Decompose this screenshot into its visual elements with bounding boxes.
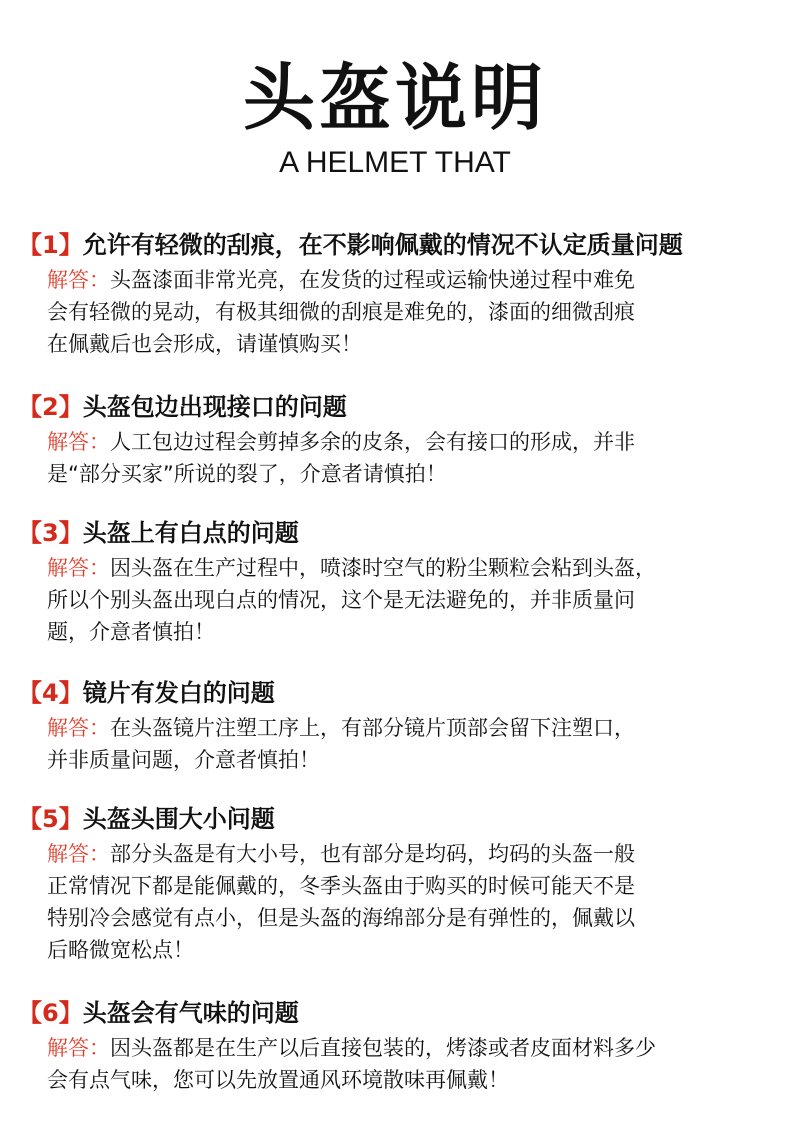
answer-prefix: 解答：	[47, 556, 110, 580]
faq-answer	[47, 426, 778, 490]
page-subtitle: A HELMET THAT	[279, 146, 511, 179]
answer-line: 并非质量问题，介意者慎拍！	[47, 748, 320, 772]
faq-item-5	[18, 802, 778, 966]
faq-number: 【1】	[18, 231, 83, 259]
faq-item-2	[18, 390, 778, 490]
answer-line: 会有点气味，您可以先放置通风环境散味再佩戴！	[47, 1068, 509, 1092]
faq-question-text: 头盔头围大小问题	[82, 805, 275, 833]
answer-line: 解答：因头盔在生产过程中，喷漆时空气的粉尘颗粒会粘到头盔，	[47, 556, 656, 580]
faq-question-text: 头盔上有白点的问题	[82, 519, 299, 547]
faq-item-6	[18, 996, 778, 1096]
faq-question	[18, 228, 778, 262]
faq-number: 【5】	[18, 805, 83, 833]
answer-line: 解答：因头盔都是在生产以后直接包装的，烤漆或者皮面材料多少	[47, 1036, 656, 1060]
faq-question-text: 头盔会有气味的问题	[82, 999, 299, 1027]
answer-line: 解答：头盔漆面非常光亮，在发货的过程或运输快递过程中难免	[47, 268, 635, 292]
faq-question	[18, 516, 778, 550]
answer-line: 会有轻微的晃动，有极其细微的刮痕是难免的，漆面的细微刮痕	[47, 300, 635, 324]
faq-question	[18, 996, 778, 1030]
answer-prefix: 解答：	[47, 268, 110, 292]
faq-answer	[47, 1032, 778, 1096]
faq-question-text: 镜片有发白的问题	[82, 679, 275, 707]
faq-item-3	[18, 516, 778, 648]
answer-line: 解答：人工包边过程会剪掉多余的皮条，会有接口的形成，并非	[47, 430, 635, 454]
answer-line: 在佩戴后也会形成，请谨慎购买！	[47, 332, 362, 356]
answer-prefix: 解答：	[47, 1036, 110, 1060]
faq-question	[18, 676, 778, 710]
faq-question-text: 头盔包边出现接口的问题	[82, 393, 347, 421]
answer-line: 解答：在头盔镜片注塑工序上，有部分镜片顶部会留下注塑口，	[47, 716, 635, 740]
faq-item-4	[18, 676, 778, 776]
faq-number: 【3】	[18, 519, 83, 547]
faq-question-text: 允许有轻微的刮痕，在不影响佩戴的情况不认定质量问题	[82, 231, 683, 259]
faq-number: 【4】	[18, 679, 83, 707]
answer-line: 后略微宽松点！	[47, 938, 194, 962]
answer-line: 所以个别头盔出现白点的情况，这个是无法避免的，并非质量问	[47, 588, 635, 612]
faq-item-1	[18, 228, 778, 360]
faq-answer	[47, 712, 778, 776]
answer-prefix: 解答：	[47, 430, 110, 454]
answer-prefix: 解答：	[47, 842, 110, 866]
faq-question	[18, 390, 778, 424]
answer-line: 特别冷会感觉有点小，但是头盔的海绵部分是有弹性的，佩戴以	[47, 906, 635, 930]
faq-question	[18, 802, 778, 836]
faq-answer	[47, 552, 778, 648]
answer-prefix: 解答：	[47, 716, 110, 740]
faq-answer	[47, 838, 778, 966]
page-title: 头盔说明	[242, 56, 547, 140]
answer-line: 解答：部分头盔是有大小号，也有部分是均码，均码的头盔一般	[47, 842, 635, 866]
faq-answer	[47, 264, 778, 360]
answer-line: 正常情况下都是能佩戴的，冬季头盔由于购买的时候可能天不是	[47, 874, 635, 898]
faq-number: 【2】	[18, 393, 83, 421]
answer-line: 是“部分买家”所说的裂了，介意者请慎拍！	[47, 462, 447, 486]
answer-line: 题，介意者慎拍！	[47, 620, 215, 644]
faq-number: 【6】	[18, 999, 83, 1027]
